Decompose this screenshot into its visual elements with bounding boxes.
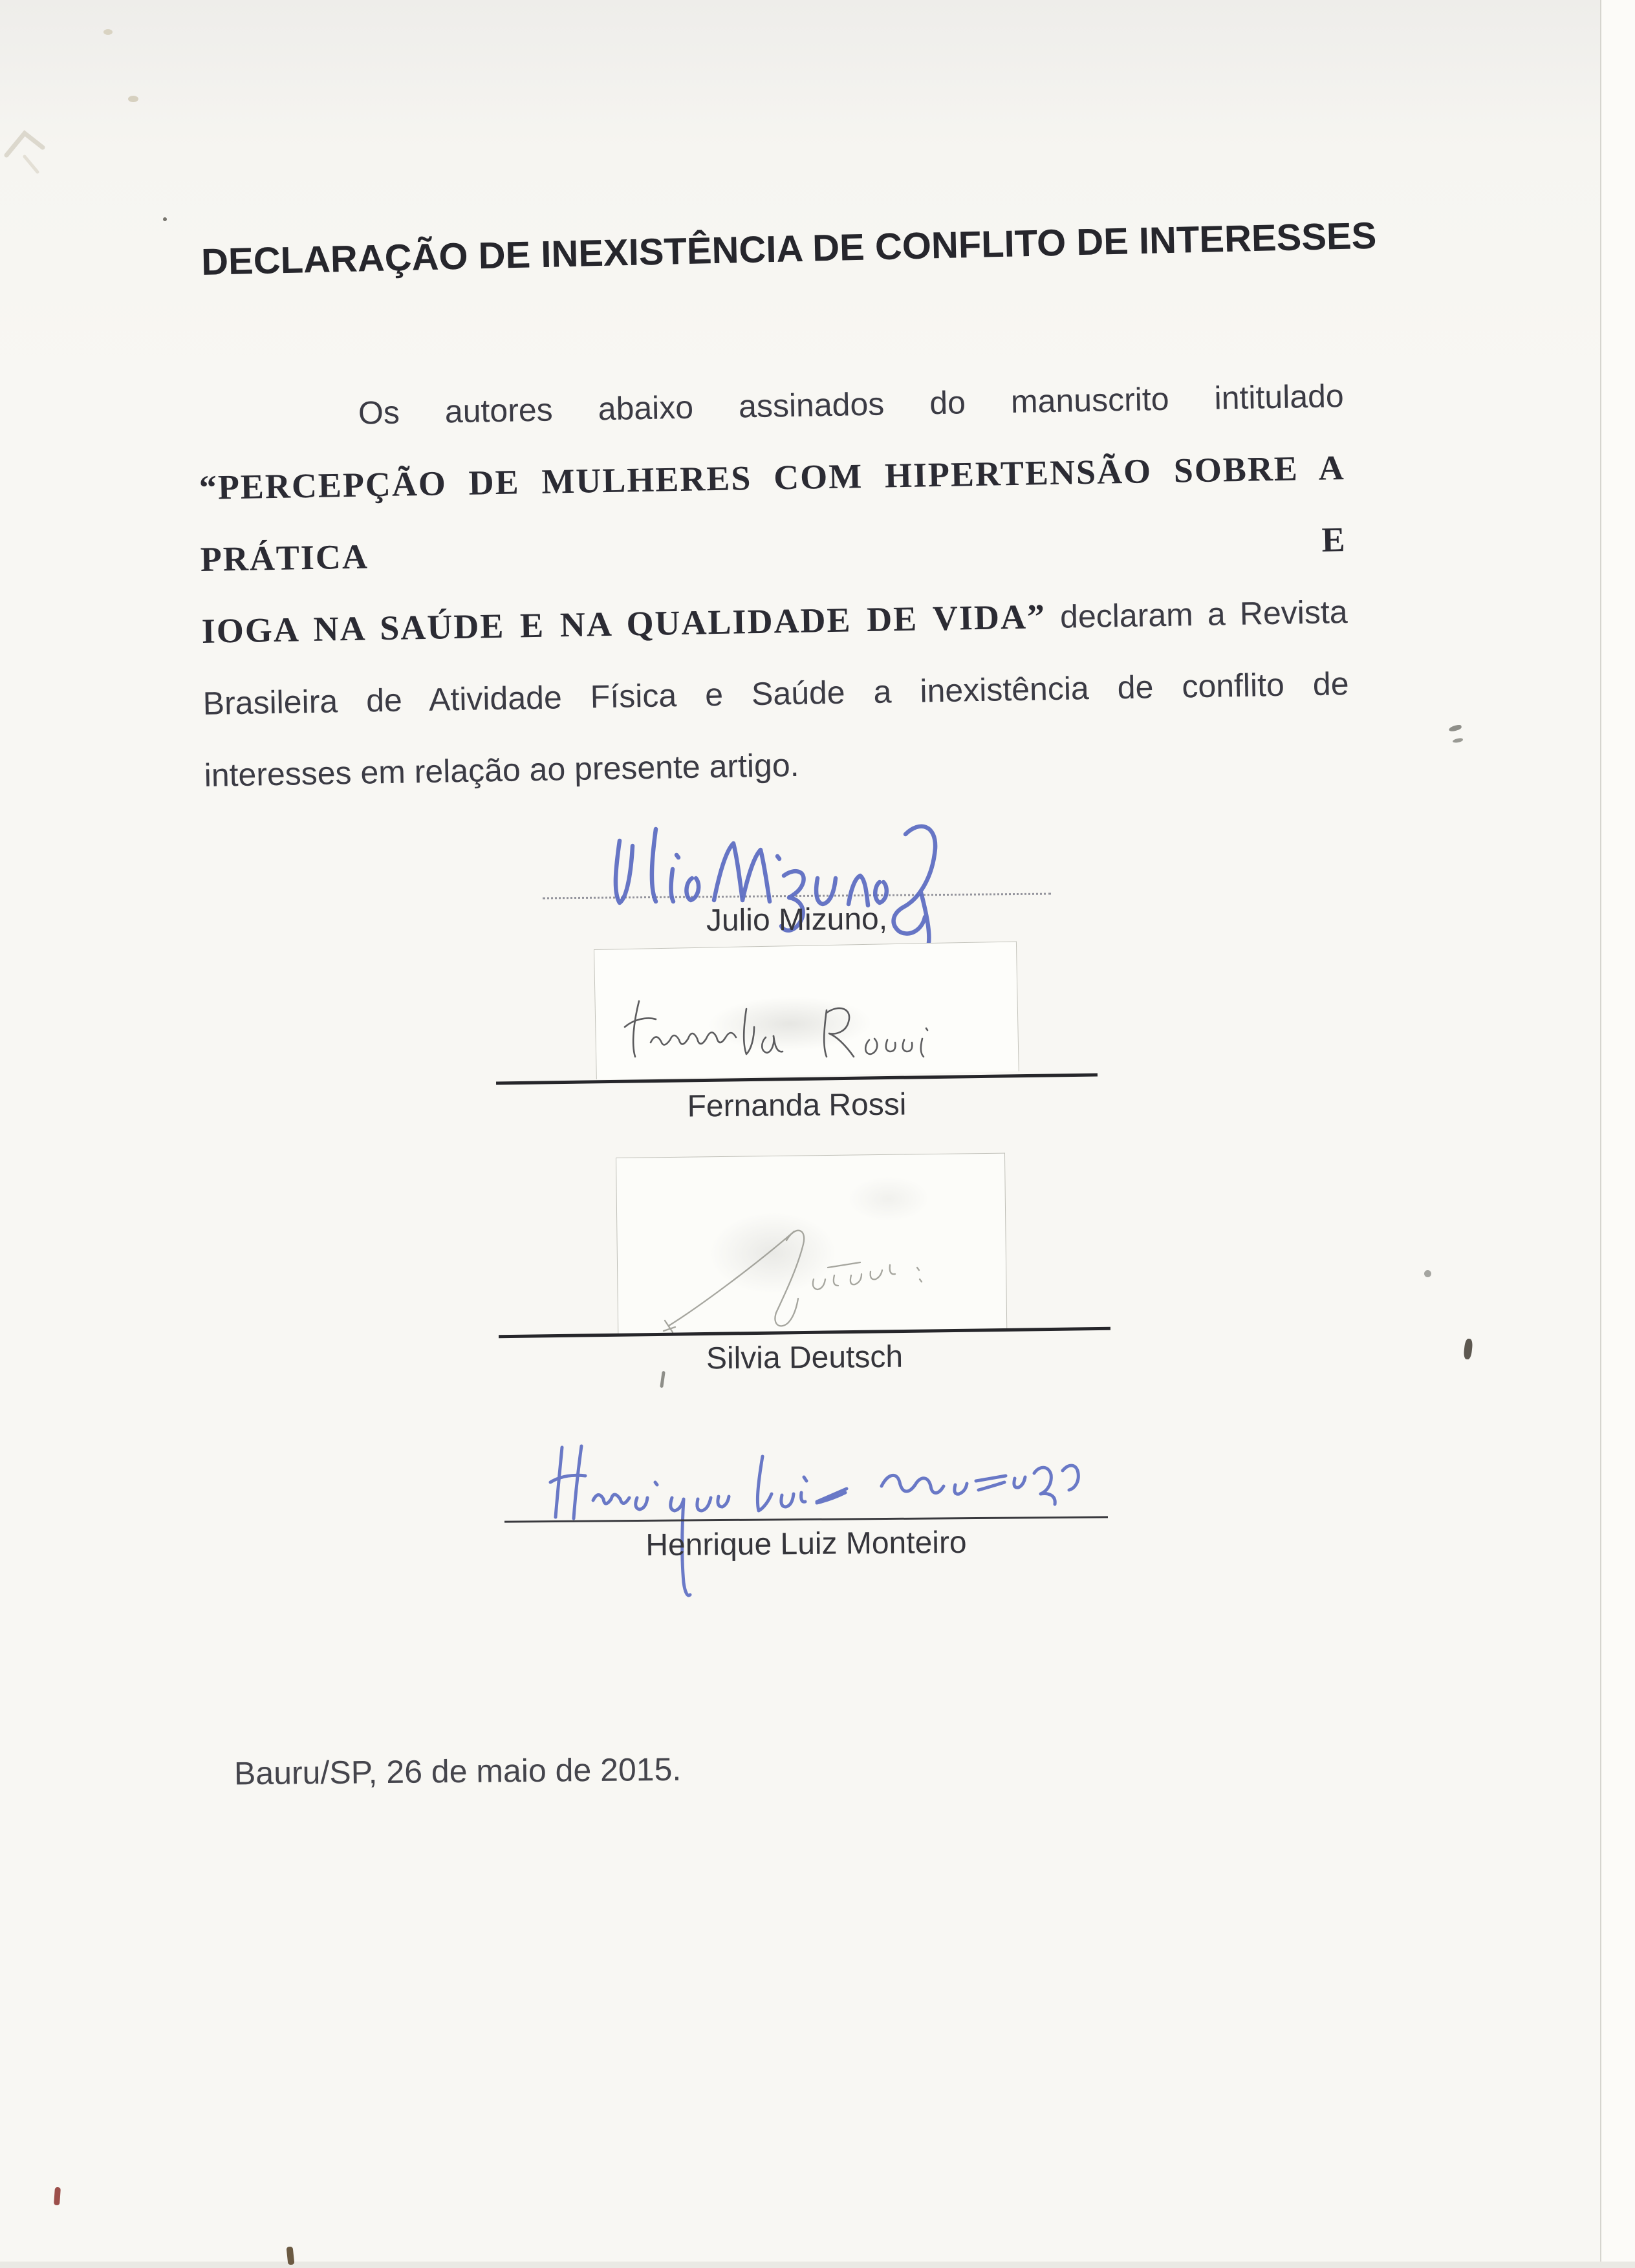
printed-name-fernanda: Fernanda Rossi bbox=[687, 1087, 907, 1124]
printed-name-silvia: Silvia Deutsch bbox=[706, 1339, 904, 1376]
body-line-5: interesses em relação ao presente artigo. bbox=[204, 746, 799, 794]
body-line-4: Brasileira de Atividade Física e Saúde a inexistência de conflito de bbox=[202, 665, 1349, 722]
scan-artifact-speck bbox=[128, 96, 138, 102]
printed-name-henrique: Henrique Luiz Monteiro bbox=[645, 1525, 967, 1563]
fernanda-signature-ink bbox=[613, 995, 995, 1067]
scan-artifact-tilde bbox=[1453, 738, 1464, 744]
body-line-2-manuscript-title: “PERCEPÇÃO DE MULHERES COM HIPERTENSÃO SOBRE A PRÁTICA E bbox=[199, 448, 1347, 579]
scan-paper-right-edge bbox=[1600, 0, 1635, 2268]
scan-artifact-red-dash bbox=[54, 2187, 61, 2206]
scan-bottom-edge-shadow bbox=[0, 2262, 1635, 2268]
scan-artifact-speck bbox=[103, 29, 113, 35]
scan-artifact-speck bbox=[1424, 1270, 1431, 1277]
body-paragraph bbox=[197, 360, 1350, 812]
body-line-1: Os autores abaixo assinados do manuscrito intitulado bbox=[358, 378, 1345, 431]
date-line: Bauru/SP, 26 de maio de 2015. bbox=[233, 1751, 682, 1792]
scan-artifact-mark bbox=[1463, 1338, 1473, 1359]
document-title: DECLARAÇÃO DE INEXISTÊNCIA DE CONFLITO DE INTERESSES bbox=[200, 214, 1378, 284]
scan-artifact-dot bbox=[163, 217, 167, 221]
body-line-3-regular: declaram a Revista bbox=[1059, 594, 1348, 635]
manuscript-title-continuation: IOGA NA SAÚDE E NA QUALIDADE DE VIDA” bbox=[201, 597, 1046, 651]
printed-name-julio: Julio Mizuno, bbox=[706, 902, 888, 938]
scan-artifact-brown-dash bbox=[287, 2247, 295, 2265]
scan-artifact-tilde bbox=[1448, 724, 1462, 733]
scan-artifact-chevron bbox=[3, 120, 49, 175]
silvia-signature-ink bbox=[658, 1203, 982, 1335]
